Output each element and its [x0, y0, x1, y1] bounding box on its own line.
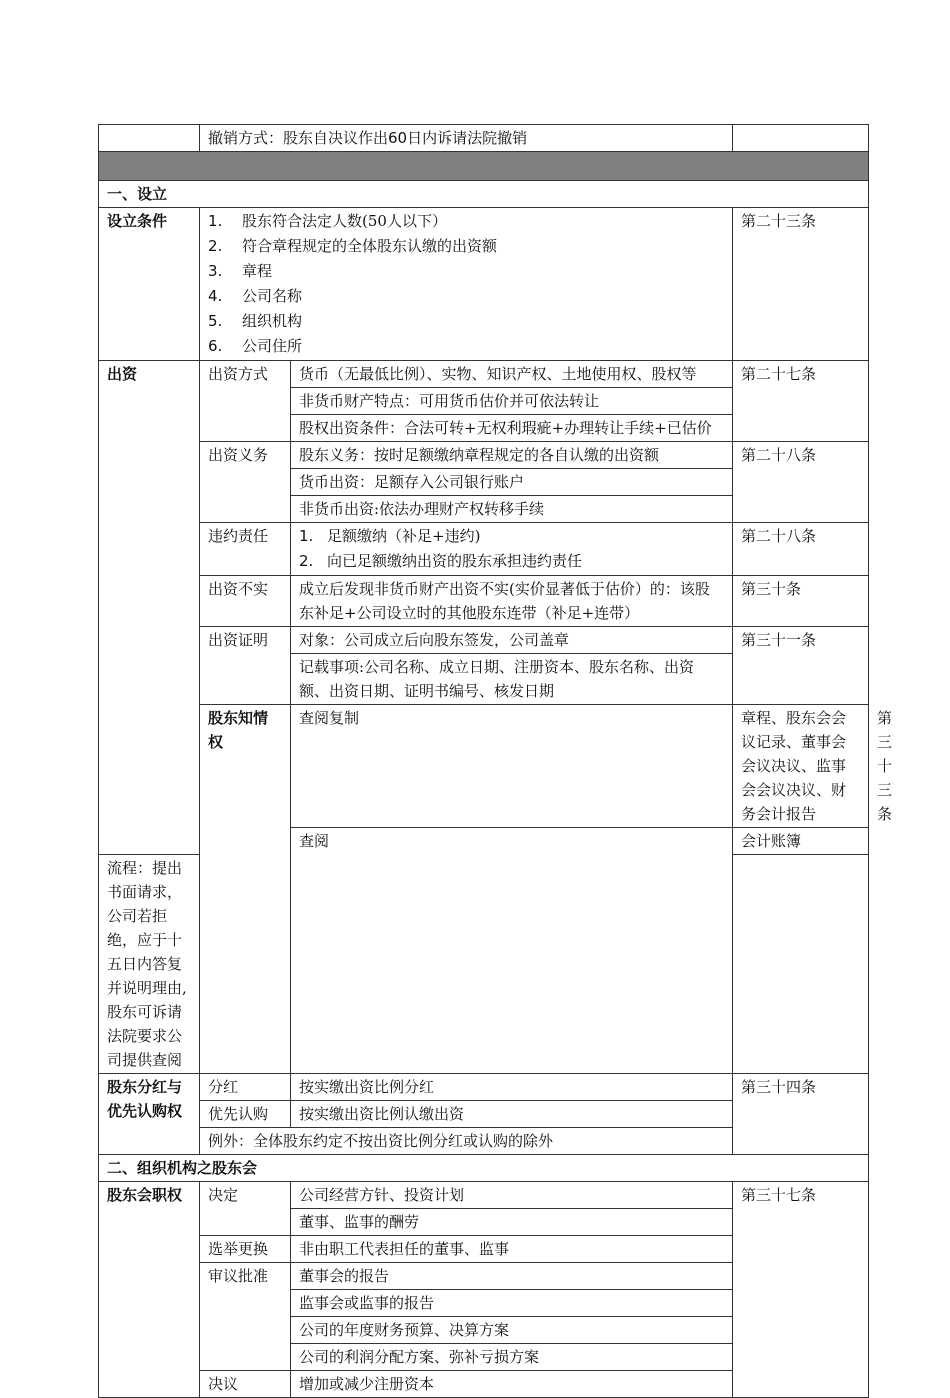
- conditions-row: [99, 208, 869, 361]
- table-cell: 非由职工代表担任的董事、监事: [291, 1236, 733, 1263]
- elect-label: 选举更换: [200, 1236, 291, 1263]
- table-cell: 成立后发现非货币财产出资不实(实价显著低于估价）的：该股东补足+公司设立时的其他股东连带（补足+连带）: [291, 576, 733, 627]
- powers-row-1: [99, 1182, 869, 1209]
- list-item: 2. 符合章程规定的全体股东认缴的出资额: [208, 237, 498, 255]
- table-cell: 董事、监事的酬劳: [291, 1209, 733, 1236]
- dividend-sub-label: 分红: [200, 1074, 291, 1101]
- table-cell: 股权出资条件：合法可转+无权利瑕疵+办理转让手续+已估价: [291, 415, 733, 442]
- table-cell: 章程、股东会会议记录、董事会会议决议、监事会会议决议、财务会计报告: [733, 705, 869, 828]
- info-right-label: 股东知情权: [200, 705, 291, 1074]
- article-cell: 第三十一条: [733, 627, 869, 705]
- table-cell: 按实缴出资比例分红: [291, 1074, 733, 1101]
- section-heading-row: [99, 181, 869, 208]
- empty-cell: [99, 125, 200, 152]
- article-cell: 第三十七条: [733, 1182, 869, 1398]
- table-cell: 非货币出资:依法办理财产权转移手续: [291, 496, 733, 523]
- liability-list-cell: [291, 523, 733, 576]
- certificate-label: 出资证明: [200, 627, 291, 705]
- table-cell: 董事会的报告: [291, 1263, 733, 1290]
- capital-label: 出资: [99, 361, 200, 855]
- dividend-exception: 例外：全体股东约定不按出资比例分红或认购的除外: [200, 1128, 733, 1155]
- false-contribution-label: 出资不实: [200, 576, 291, 627]
- capital-duty-row-1: [99, 442, 869, 469]
- article-cell: 第二十三条: [733, 208, 869, 361]
- article-cell: 第三十条: [733, 576, 869, 627]
- section-title-establishment: 一、设立: [99, 181, 869, 208]
- section-title-shareholders-meeting: 二、组织机构之股东会: [99, 1155, 869, 1182]
- list-item: 1. 足额缴纳（补足+违约): [299, 527, 481, 545]
- powers-label: 股东会职权: [99, 1182, 200, 1398]
- table-cell: 会计账簿: [733, 828, 869, 855]
- table-cell: 公司经营方针、投资计划: [291, 1182, 733, 1209]
- table-cell: 股东义务：按时足额缴纳章程规定的各自认缴的出资额: [291, 442, 733, 469]
- dividend-row-1: [99, 1074, 869, 1101]
- capital-method-row-1: [99, 361, 869, 388]
- section-heading-row: [99, 1155, 869, 1182]
- liability-row: [99, 523, 869, 576]
- list-item: 1. 股东符合法定人数(50人以下）: [208, 212, 447, 230]
- empty-cell: [733, 125, 869, 152]
- gray-separator-row: [99, 152, 869, 181]
- approve-label: 审议批准: [200, 1263, 291, 1371]
- table-cell: 公司的年度财务预算、决算方案: [291, 1317, 733, 1344]
- article-cell: 第二十八条: [733, 523, 869, 576]
- conditions-list-cell: [200, 208, 733, 361]
- table-cell: 按实缴出资比例认缴出资: [291, 1101, 733, 1128]
- table-cell: 监事会或监事的报告: [291, 1290, 733, 1317]
- law-table: [98, 124, 893, 1398]
- dividend-label: 股东分红与优先认购权: [99, 1074, 200, 1155]
- capital-duty-label: 出资义务: [200, 442, 291, 523]
- table-cell: 货币出资：足额存入公司银行账户: [291, 469, 733, 496]
- review-label: 查阅: [291, 828, 733, 1074]
- revocation-row: [99, 125, 869, 152]
- article-cell: 第三十四条: [733, 1074, 869, 1155]
- list-item: 3. 章程: [208, 262, 273, 280]
- table-cell: 货币（无最低比例）、实物、知识产权、土地使用权、股权等: [291, 361, 733, 388]
- liability-label: 违约责任: [200, 523, 291, 576]
- table-cell: 记载事项:公司名称、成立日期、注册资本、股东名称、出资额、出资日期、证明书编号、核发日期: [291, 654, 733, 705]
- gray-separator: [99, 152, 869, 181]
- certificate-row-1: [99, 627, 869, 654]
- table-cell: 流程：提出书面请求，公司若拒绝，应于十五日内答复并说明理由,股东可诉请法院要求公司提供查阅: [99, 855, 200, 1074]
- info-right-row-1: 股东知情权 查阅复制 章程、股东会会议记录、董事会会议决议、监事会会议决议、财务会计报告 第三十三条: [99, 705, 869, 828]
- revocation-text: 撤销方式：股东自决议作出60日内诉请法院撤销: [200, 125, 733, 152]
- false-contribution-row: [99, 576, 869, 627]
- table-cell: 增加或减少注册资本: [291, 1371, 733, 1398]
- copy-label: 查阅复制: [291, 705, 733, 828]
- liability-list: [299, 524, 724, 574]
- list-item: 4. 公司名称: [208, 287, 303, 305]
- article-cell: 第二十八条: [733, 442, 869, 523]
- resolve-label: 决议: [200, 1371, 291, 1398]
- table-cell: 对象：公司成立后向股东签发，公司盖章: [291, 627, 733, 654]
- priority-label: 优先认购: [200, 1101, 291, 1128]
- capital-method-label: 出资方式: [200, 361, 291, 442]
- table-cell: 非货币财产特点：可用货币估价并可依法转让: [291, 388, 733, 415]
- table-cell: 公司的利润分配方案、弥补亏损方案: [291, 1344, 733, 1371]
- list-item: 5. 组织机构: [208, 312, 303, 330]
- list-item: 2. 向已足额缴纳出资的股东承担违约责任: [299, 552, 583, 570]
- decide-label: 决定: [200, 1182, 291, 1236]
- article-cell: 第二十七条: [733, 361, 869, 442]
- conditions-label: 设立条件: [99, 208, 200, 361]
- list-item: 6. 公司住所: [208, 337, 303, 355]
- conditions-list: [208, 209, 724, 359]
